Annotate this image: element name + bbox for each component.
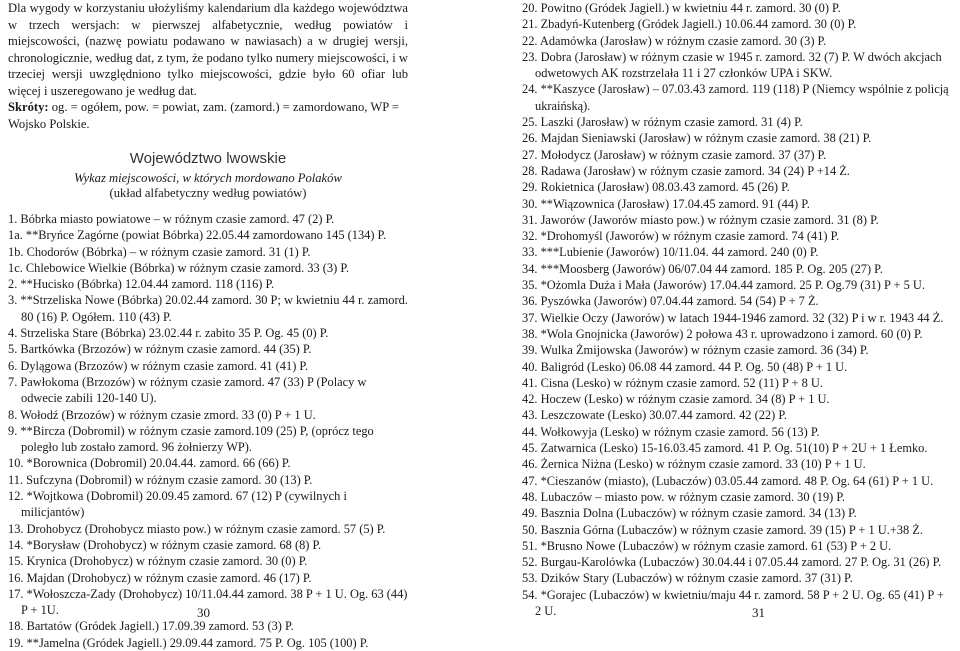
list-item: 25. Laszki (Jarosław) w różnym czasie zamord. 31 (4) P. [522,115,803,130]
list-item: 32. *Drohomyśl (Jaworów) w różnym czasie zamord. 74 (41) P. [522,229,840,244]
list-item: 7. Pawłokoma (Brzozów) w różnym czasie zamord. 47 (33) P (Polacy w odwecie zabili 120-140 U). [8,374,367,406]
list-item: 19. **Jamelna (Gródek Jagiell.) 29.09.44 zamord. 75 P. Og. 105 (100) P. [8,635,369,650]
list-item: 39. Wulka Żmijowska (Jaworów) w różnym czasie zamord. 36 (34) P. [522,343,869,358]
list-item: 35. *Ożomla Duża i Mała (Jaworów) 17.04.44 zamord. 25 P. Og.79 (31) P + 5 U. [522,278,925,293]
list-item: 2. **Hucisko (Bóbrka) 12.04.44 zamord. 118 (116) P. [8,277,275,292]
right-entry-list [522,0,952,619]
abbreviations-text: og. = ogółem, pow. = powiat, zam. (zamord.) = zamordowano, WP = Wojsko Polskie. [8,100,399,131]
list-item: 17. *Wołoszcza-Zady (Drohobycz) 10/11.04.44 zamord. 38 P + 1 U. Og. 63 (44) P + 1U. [8,586,408,618]
section-title: Województwo lwowskie [129,150,287,167]
list-item: 13. Drohobycz (Drohobycz miasto pow.) w różnym czasie zamord. 57 (5) P. [8,521,386,536]
list-item: 4. Strzeliska Stare (Bóbrka) 23.02.44 r. zabito 35 P. Og. 45 (0) P. [8,326,329,341]
right-column [522,0,952,619]
list-item: 53. Dzików Stary (Lubaczów) w różnym czasie zamord. 37 (31) P. [522,571,853,586]
page-number-right: 31 [752,605,765,620]
list-item: 27. Mołodycz (Jarosław) w różnym czasie zamord. 37 (37) P. [522,147,827,162]
intro-paragraph [8,0,408,99]
list-item: 34. ***Moosberg (Jaworów) 06/07.04 44 zamord. 185 P. Og. 205 (27) P. [522,261,883,276]
list-item: 1b. Chodorów (Bóbrka) – w różnym czasie zamord. 31 (1) P. [8,244,311,259]
list-item: 48. Lubaczów – miasto pow. w różnym czasie zamord. 30 (19) P. [522,489,845,504]
list-item: 43. Leszczowate (Lesko) 30.07.44 zamord. 42 (22) P. [522,408,787,423]
list-item: 50. Basznia Górna (Lubaczów) w różnym czasie zamord. 39 (15) P + 1 U.+38 Ż. [522,522,923,537]
list-item: 21. Zbadyń-Kutenberg (Gródek Jagiell.) 10.06.44 zamord. 30 (0) P. [522,17,857,32]
list-item: 11. Sufczyna (Dobromil) w różnym czasie zamord. 30 (13) P. [8,472,313,487]
list-item: 36. Pyszówka (Jaworów) 07.04.44 zamord. 54 (54) P + 7 Ż. [522,294,819,309]
list-item: 30. **Wiązownica (Jarosław) 17.04.45 zamord. 91 (44) P. [522,196,810,211]
list-item: 52. Burgau-Karolówka (Lubaczów) 30.04.44 i 07.05.44 zamord. 27 P. Og. 31 (26) P. [522,555,942,570]
list-item: 3. **Strzeliska Nowe (Bóbrka) 20.02.44 zamord. 30 P; w kwietniu 44 r. zamord. 80 (16) P. Ogółem. 110 (43) P. [8,293,408,324]
list-item: 10. *Borownica (Dobromil) 20.04.44. zamord. 66 (66) P. [8,456,291,471]
left-entry-list [8,211,408,651]
list-item: 5. Bartkówka (Brzozów) w różnym czasie zamord. 44 (35) P. [8,342,312,357]
list-item: 51. *Brusno Nowe (Lubaczów) w różnym czasie zamord. 61 (53) P + 2 U. [522,538,892,553]
section-note: (układ alfabetyczny według powiatów) [109,186,307,200]
list-item: 37. Wielkie Oczy (Jaworów) w latach 1944-1946 zamord. 32 (32) P i w r. 1943 44 Ż. [522,310,944,325]
list-item: 1a. **Bryńce Zagórne (powiat Bóbrka) 22.05.44 zamordowano 145 (134) P. [8,228,387,243]
list-item: 16. Majdan (Drohobycz) w różnym czasie zamord. 46 (17) P. [8,570,312,585]
list-item: 42. Hoczew (Lesko) w różnym czasie zamord. 34 (8) P + 1 U. [522,392,830,407]
list-item: 1. Bóbrka miasto powiatowe – w różnym czasie zamord. 47 (2) P. [8,212,335,226]
right-page [480,0,960,624]
list-item: 44. Wołkowyja (Lesko) w różnym czasie zamord. 56 (13) P. [522,424,820,439]
list-item: 54. *Gorajec (Lubaczów) w kwietniu/maju 44 r. zamord. 58 P + 2 U. Og. 65 (41) P + 2 U. [522,587,944,618]
abbreviations-label: Skróty: [8,100,49,114]
list-item: 12. *Wojtkowa (Dobromil) 20.09.45 zamord. 67 (12) P (cywilnych i milicjantów) [8,489,347,520]
list-item: 6. Dylągowa (Brzozów) w różnym czasie zamord. 41 (41) P. [8,358,309,373]
list-item: 24. **Kaszyce (Jarosław) – 07.03.43 zamord. 119 (118) P (Niemcy wspólnie z policją ukraińską). [522,82,949,113]
list-item: 22. Adamówka (Jarosław) w różnym czasie zamord. 30 (3) P. [522,33,827,48]
left-page [0,0,480,650]
list-item: 1c. Chlebowice Wielkie (Bóbrka) w różnym czasie zamord. 33 (3) P. [8,260,349,275]
list-item: 9. **Bircza (Dobromil) w różnym czasie zamord.109 (25) P, (oprócz tego poległo lub zostało zamord. 96 żołnierzy WP). [8,423,374,455]
list-item: 29. Rokietnica (Jarosław) 08.03.43 zamord. 45 (26) P. [522,180,790,195]
abbreviations [8,99,408,132]
list-item: 38. *Wola Gnojnicka (Jaworów) 2 połowa 43 r. uprowadzono i zamord. 60 (0) P. [522,326,923,341]
intro-text: Dla wygody w korzystaniu ułożyliśmy kalendarium dla każdego województwa w trzech wersjach: w pierwszej alfabetycznie, według powiatów i miejscowości, (nazwę powiatu podawano w nawiasach) a w drugiej wersji, chronologicznie, według dat, z tym, że podano tylko numery miejscowości, i w trzeciej wersji uwzględniono tylko miejscowości, gdzie było 60 ofiar lub więcej i uszeregowano je według dat. [8,1,408,98]
list-item: 20. Powitno (Gródek Jagiell.) w kwietniu 44 r. zamord. 30 (0) P. [522,1,841,15]
list-item: 23. Dobra (Jarosław) w różnym czasie w 1945 r. zamord. 32 (7) P. W dwóch akcjach odwetowych AK rozstrzelała 11 i 27 członków UPA i SKW. [522,49,942,81]
page-number-left: 30 [197,605,210,620]
list-item: 47. *Cieszanów (miasto), (Lubaczów) 03.05.44 zamord. 48 P. Og. 64 (61) P + 1 U. [522,473,934,488]
list-item: 46. Żernica Niżna (Lesko) w różnym czasie zamord. 33 (10) P + 1 U. [522,457,866,472]
list-item: 8. Wołodź (Brzozów) w różnym czasie zmord. 33 (0) P + 1 U. [8,407,316,422]
list-item: 40. Baligród (Lesko) 06.08 44 zamord. 44 P. Og. 50 (48) P + 1 U. [522,359,848,374]
left-column [8,0,408,651]
list-item: 41. Cisna (Lesko) w różnym czasie zamord. 52 (11) P + 8 U. [522,375,823,390]
list-item: 45. Zatwarnica (Lesko) 15-16.03.45 zamord. 41 P. Og. 51(10) P + 2U + 1 Łemko. [522,441,928,456]
list-item: 18. Bartatów (Gródek Jagiell.) 17.09.39 zamord. 53 (3) P. [8,619,294,634]
list-item: 28. Radawa (Jarosław) w różnym czasie zamord. 34 (24) P +14 Ż. [522,163,850,178]
list-item: 26. Majdan Sieniawski (Jarosław) w różnym czasie zamord. 38 (21) P. [522,131,872,146]
list-item: 33. ***Lubienie (Jaworów) 10/11.04. 44 zamord. 240 (0) P. [522,245,819,260]
section-subtitle: Wykaz miejscowości, w których mordowano Polaków [74,171,342,185]
list-item: 31. Jaworów (Jaworów miasto pow.) w różnym czasie zamord. 31 (8) P. [522,212,879,227]
list-item: 14. *Borysław (Drohobycz) w różnym czasie zamord. 68 (8) P. [8,537,322,552]
list-item: 15. Krynica (Drohobycz) w różnym czasie zamord. 30 (0) P. [8,554,308,569]
list-item: 49. Basznia Dolna (Lubaczów) w różnym czasie zamord. 34 (13) P. [522,506,857,521]
